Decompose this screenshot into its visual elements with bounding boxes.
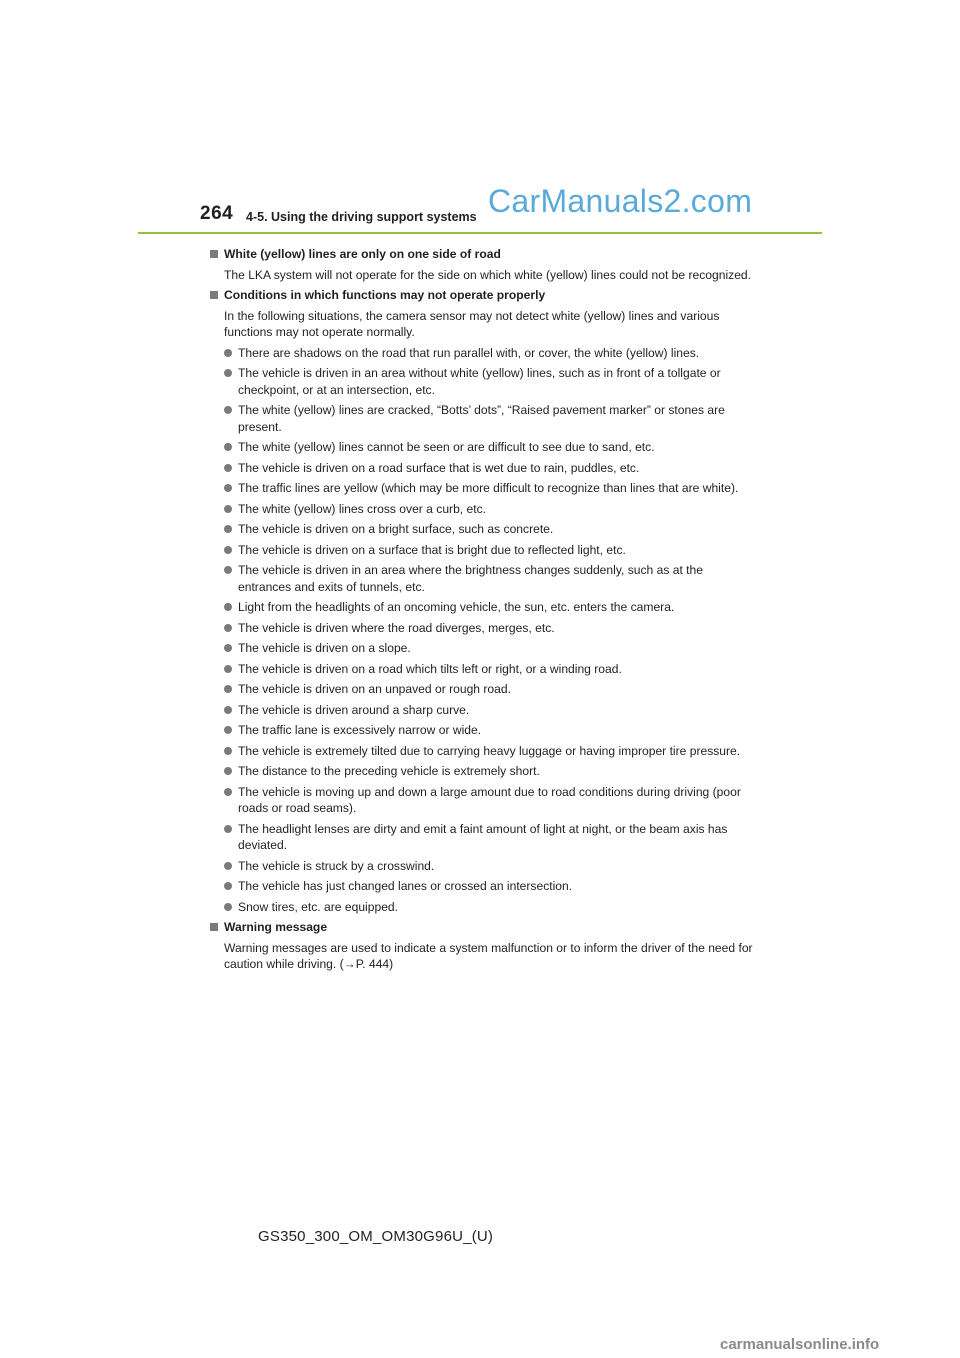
list-item: The white (yellow) lines are cracked, “Botts’ dots”, “Raised pavement marker” or stones are present.	[210, 402, 755, 435]
list-item: The headlight lenses are dirty and emit a faint amount of light at night, or the beam axis has deviated.	[210, 821, 755, 854]
circle-bullet-icon	[224, 603, 232, 611]
list-item: The vehicle is driven on a road which tilts left or right, or a winding road.	[210, 661, 755, 678]
section-heading: Warning message	[210, 919, 755, 936]
section-heading: Conditions in which functions may not operate properly	[210, 287, 755, 304]
list-item: The white (yellow) lines cannot be seen or are difficult to see due to sand, etc.	[210, 439, 755, 456]
list-item: There are shadows on the road that run parallel with, or cover, the white (yellow) lines.	[210, 345, 755, 362]
circle-bullet-icon	[224, 369, 232, 377]
circle-bullet-icon	[224, 349, 232, 357]
square-bullet-icon	[210, 923, 218, 931]
list-item: The vehicle is moving up and down a large amount due to road conditions during driving (poor roads or road seams).	[210, 784, 755, 817]
watermark-footer[interactable]: carmanualsonline.info	[720, 1336, 880, 1353]
circle-bullet-icon	[224, 726, 232, 734]
circle-bullet-icon	[224, 464, 232, 472]
list-item: The vehicle is extremely tilted due to carrying heavy luggage or having improper tire pressure.	[210, 743, 755, 760]
circle-bullet-icon	[224, 788, 232, 796]
list-item: The vehicle is driven on a bright surface, such as concrete.	[210, 521, 755, 538]
circle-bullet-icon	[224, 644, 232, 652]
circle-bullet-icon	[224, 862, 232, 870]
list-item: The vehicle is driven where the road diverges, merges, etc.	[210, 620, 755, 637]
list-item: The traffic lane is excessively narrow or wide.	[210, 722, 755, 739]
watermark-logo[interactable]: CarManuals2.com	[488, 183, 753, 219]
list-item: Snow tires, etc. are equipped.	[210, 899, 755, 916]
list-item: The vehicle is driven on a road surface that is wet due to rain, puddles, etc.	[210, 460, 755, 477]
list-item: The distance to the preceding vehicle is extremely short.	[210, 763, 755, 780]
circle-bullet-icon	[224, 747, 232, 755]
circle-bullet-icon	[224, 624, 232, 632]
square-bullet-icon	[210, 291, 218, 299]
list-item: The vehicle is struck by a crosswind.	[210, 858, 755, 875]
list-item: The vehicle has just changed lanes or crossed an intersection.	[210, 878, 755, 895]
page-number: 264	[200, 203, 234, 224]
list-item: The vehicle is driven on a slope.	[210, 640, 755, 657]
circle-bullet-icon	[224, 505, 232, 513]
circle-bullet-icon	[224, 767, 232, 775]
list-item: The white (yellow) lines cross over a curb, etc.	[210, 501, 755, 518]
circle-bullet-icon	[224, 525, 232, 533]
list-item: Light from the headlights of an oncoming vehicle, the sun, etc. enters the camera.	[210, 599, 755, 616]
circle-bullet-icon	[224, 546, 232, 554]
section-title: 4-5. Using the driving support systems	[246, 210, 477, 224]
list-item: The vehicle is driven on an unpaved or rough road.	[210, 681, 755, 698]
list-item: The vehicle is driven around a sharp curve.	[210, 702, 755, 719]
circle-bullet-icon	[224, 685, 232, 693]
circle-bullet-icon	[224, 903, 232, 911]
circle-bullet-icon	[224, 665, 232, 673]
list-item: The vehicle is driven in an area without white (yellow) lines, such as in front of a tollgate or checkpoint, or at an intersection, etc.	[210, 365, 755, 398]
circle-bullet-icon	[224, 882, 232, 890]
section-heading: White (yellow) lines are only on one side of road	[210, 246, 755, 263]
list-item: The traffic lines are yellow (which may be more difficult to recognize than lines that are white).	[210, 480, 755, 497]
circle-bullet-icon	[224, 443, 232, 451]
circle-bullet-icon	[224, 484, 232, 492]
square-bullet-icon	[210, 250, 218, 258]
manual-code: GS350_300_OM_OM30G96U_(U)	[258, 1228, 494, 1245]
circle-bullet-icon	[224, 706, 232, 714]
section-text: The LKA system will not operate for the side on which white (yellow) lines could not be recognized.	[224, 267, 752, 282]
circle-bullet-icon	[224, 566, 232, 574]
list-item: The vehicle is driven on a surface that is bright due to reflected light, etc.	[210, 542, 755, 559]
section-text: In the following situations, the camera sensor may not detect white (yellow) lines and various functions may not operate normally.	[224, 308, 720, 339]
list-item: The vehicle is driven in an area where the brightness changes suddenly, such as at the entrances and exits of tunnels, etc.	[210, 562, 755, 595]
circle-bullet-icon	[224, 825, 232, 833]
circle-bullet-icon	[224, 406, 232, 414]
page-content	[210, 242, 755, 973]
header-rule	[138, 232, 822, 234]
section-text: Warning messages are used to indicate a system malfunction or to inform the driver of the need for caution while driving. (→P. 444)	[224, 940, 753, 971]
